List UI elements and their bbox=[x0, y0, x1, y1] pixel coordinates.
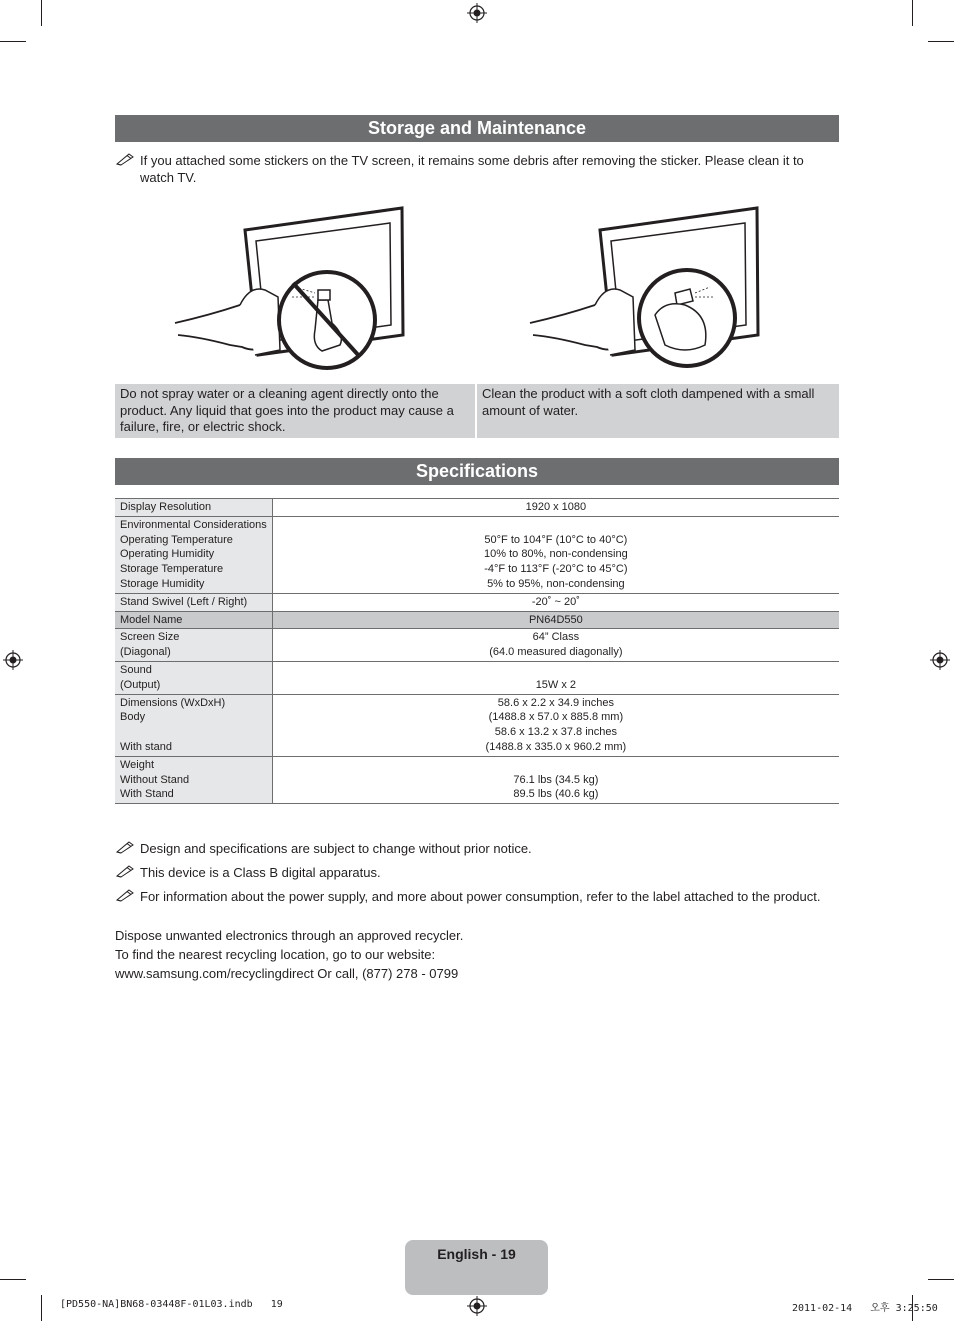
spec-label: Dimensions (WxDxH) Body With stand bbox=[115, 694, 272, 756]
section-title-storage: Storage and Maintenance bbox=[115, 115, 839, 142]
crop-mark bbox=[0, 1279, 26, 1280]
spec-note bbox=[115, 840, 839, 857]
spec-label: Display Resolution bbox=[115, 499, 272, 517]
registration-mark-icon bbox=[3, 650, 23, 670]
registration-mark-icon bbox=[467, 1296, 487, 1316]
crop-mark bbox=[41, 1295, 42, 1321]
crop-mark bbox=[41, 0, 42, 26]
table-row bbox=[115, 593, 839, 611]
spec-label: Sound (Output) bbox=[115, 661, 272, 694]
note-text: Design and specifications are subject to change without prior notice. bbox=[140, 841, 532, 856]
spec-note bbox=[115, 888, 839, 905]
pencil-note-icon bbox=[115, 888, 135, 902]
caption-do-not-spray bbox=[115, 384, 475, 438]
spec-value: 58.6 x 2.2 x 34.9 inches (1488.8 x 57.0 x 885.8 mm) 58.6 x 13.2 x 37.8 inches (1488.8 x 335.0 x 960.2 mm) bbox=[272, 694, 839, 756]
caption-line: Clean the product with a soft cloth dampened with a small bbox=[482, 386, 815, 401]
spec-value: -20˚ ~ 20˚ bbox=[272, 593, 839, 611]
note-text-cont: watch TV. bbox=[140, 170, 197, 185]
registration-mark-icon bbox=[930, 650, 950, 670]
spec-label: Weight Without Stand With Stand bbox=[115, 756, 272, 803]
spec-label: Stand Swivel (Left / Right) bbox=[115, 593, 272, 611]
note-text: This device is a Class B digital apparatus. bbox=[140, 865, 381, 880]
specifications-table bbox=[115, 498, 839, 804]
spec-value: 76.1 lbs (34.5 kg) 89.5 lbs (40.6 kg) bbox=[272, 756, 839, 803]
spec-label: Model Name bbox=[115, 611, 272, 629]
crop-mark bbox=[0, 41, 26, 42]
spec-value: 15W x 2 bbox=[272, 661, 839, 694]
pencil-note-icon bbox=[115, 152, 135, 166]
clean-with-cloth-illustration bbox=[525, 205, 765, 375]
section-title-specifications: Specifications bbox=[115, 458, 839, 485]
disposal-line: www.samsung.com/recyclingdirect Or call, (877) 278 - 0799 bbox=[115, 966, 459, 981]
table-row bbox=[115, 694, 839, 756]
crop-mark bbox=[928, 1279, 954, 1280]
disposal-line: Dispose unwanted electronics through an approved recycler. bbox=[115, 928, 464, 943]
spec-value: 50°F to 104°F (10°C to 40°C) 10% to 80%, non-condensing -4°F to 113°F (-20°C to 45°C) 5% to 95%, non-condensing bbox=[272, 516, 839, 593]
caption-line: amount of water. bbox=[482, 402, 579, 418]
caption-line: failure, fire, or electric shock. bbox=[120, 419, 286, 434]
spec-label: Screen Size (Diagonal) bbox=[115, 629, 272, 662]
pencil-note-icon bbox=[115, 840, 135, 854]
caption-line: product. Any liquid that goes into the product may cause a bbox=[120, 402, 454, 418]
table-row bbox=[115, 629, 839, 662]
disposal-info bbox=[115, 926, 463, 983]
crop-mark bbox=[912, 0, 913, 26]
note-text: If you attached some stickers on the TV screen, it remains some debris after removing the sticker. Please clean it to bbox=[140, 153, 804, 168]
sticker-note bbox=[115, 152, 839, 188]
table-row-highlight bbox=[115, 611, 839, 629]
spec-value: 64” Class (64.0 measured diagonally) bbox=[272, 629, 839, 662]
crop-mark bbox=[928, 41, 954, 42]
table-row bbox=[115, 499, 839, 517]
do-not-spray-illustration bbox=[170, 205, 410, 375]
caption-line: Do not spray water or a cleaning agent directly onto the bbox=[120, 386, 439, 401]
table-row bbox=[115, 756, 839, 803]
spec-label: Environmental Considerations Operating Temperature Operating Humidity Storage Temperature Storage Humidity bbox=[115, 516, 272, 593]
note-text: For information about the power supply, and more about power consumption, refer to the label attached to the product. bbox=[140, 889, 821, 904]
table-row bbox=[115, 516, 839, 593]
spec-note bbox=[115, 864, 839, 881]
pencil-note-icon bbox=[115, 864, 135, 878]
print-timestamp: 2011-02-14 오후 3:25:50 bbox=[792, 1303, 938, 1314]
spec-value: PN64D550 bbox=[272, 611, 839, 629]
disposal-line: To find the nearest recycling location, go to our website: bbox=[115, 947, 436, 962]
page-number: English - 19 bbox=[437, 1246, 516, 1262]
spec-value: 1920 x 1080 bbox=[272, 499, 839, 517]
table-row bbox=[115, 661, 839, 694]
registration-mark-icon bbox=[467, 3, 487, 23]
print-file-info: [PD550-NA]BN68-03448F-01L03.indb 19 bbox=[60, 1299, 283, 1310]
caption-clean-product bbox=[477, 384, 839, 438]
